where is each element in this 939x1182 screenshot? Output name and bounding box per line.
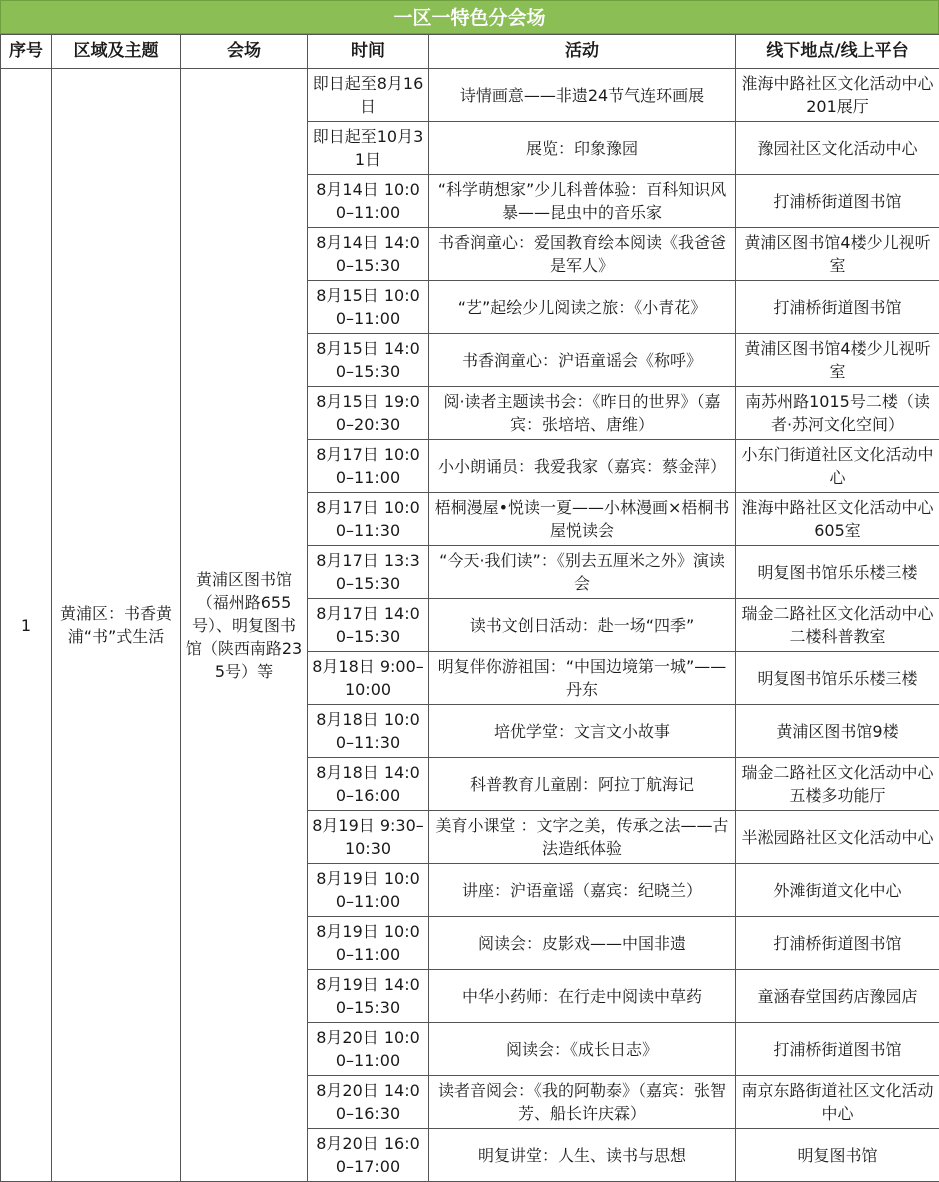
activity-cell: “今天·我们读”：《别去五厘米之外》演读会 (429, 546, 736, 599)
activity-cell: 阅读会：《成长日志》 (429, 1023, 736, 1076)
activity-cell: 小小朗诵员：我爱我家（嘉宾：蔡金萍） (429, 440, 736, 493)
header-row (1, 35, 939, 69)
location-cell: 淮海中路社区文化活动中心201展厅 (736, 69, 939, 122)
location-cell: 打浦桥街道图书馆 (736, 1023, 939, 1076)
header-location: 线下地点/线上平台 (736, 35, 939, 69)
location-cell: 南苏州路1015号二楼（读者·苏河文化空间） (736, 387, 939, 440)
header-venue: 会场 (181, 35, 308, 69)
location-cell: 明复图书馆乐乐楼三楼 (736, 546, 939, 599)
time-cell: 8月20日 14:00–16:30 (308, 1076, 429, 1129)
time-cell: 8月15日 14:00–15:30 (308, 334, 429, 387)
location-cell: 豫园社区文化活动中心 (736, 122, 939, 175)
activity-cell: 读者音阅会：《我的阿勒泰》（嘉宾：张智芳、船长许庆霖） (429, 1076, 736, 1129)
time-cell: 8月19日 10:00–11:00 (308, 864, 429, 917)
time-cell: 8月18日 9:00–10:00 (308, 652, 429, 705)
activity-cell: 培优学堂：文言文小故事 (429, 705, 736, 758)
location-cell: 外滩街道文化中心 (736, 864, 939, 917)
group-seq-cell: 1 (1, 69, 52, 1182)
time-cell: 8月19日 10:00–11:00 (308, 917, 429, 970)
location-cell: 小东门街道社区文化活动中心 (736, 440, 939, 493)
activity-cell: 书香润童心：沪语童谣会《称呼》 (429, 334, 736, 387)
activity-cell: 书香润童心：爱国教育绘本阅读《我爸爸是军人》 (429, 228, 736, 281)
time-cell: 8月20日 16:00–17:00 (308, 1129, 429, 1182)
activity-cell: 梧桐漫屋•悦读一夏——小林漫画×梧桐书屋悦读会 (429, 493, 736, 546)
time-cell: 8月17日 10:00–11:30 (308, 493, 429, 546)
table-row (1, 69, 939, 122)
header-region: 区域及主题 (52, 35, 181, 69)
location-cell: 南京东路街道社区文化活动中心 (736, 1076, 939, 1129)
header-time: 时间 (308, 35, 429, 69)
time-cell: 8月18日 14:00–16:00 (308, 758, 429, 811)
activity-cell: 阅读会：皮影戏——中国非遗 (429, 917, 736, 970)
activity-cell: 中华小药师：在行走中阅读中草药 (429, 970, 736, 1023)
time-cell: 即日起至8月16日 (308, 69, 429, 122)
location-cell: 黄浦区图书馆4楼少儿视听室 (736, 334, 939, 387)
location-cell: 打浦桥街道图书馆 (736, 281, 939, 334)
group-venue-cell: 黄浦区图书馆（福州路655号）、明复图书馆（陕西南路235号）等 (181, 69, 308, 1182)
activity-cell: 读书文创日活动：赴一场“四季” (429, 599, 736, 652)
time-cell: 8月17日 13:30–15:30 (308, 546, 429, 599)
time-cell: 8月14日 10:00–11:00 (308, 175, 429, 228)
time-cell: 8月17日 10:00–11:00 (308, 440, 429, 493)
location-cell: 黄浦区图书馆4楼少儿视听室 (736, 228, 939, 281)
activity-cell: 美育小课堂 ：文字之美，传承之法——古法造纸体验 (429, 811, 736, 864)
time-cell: 8月15日 19:00–20:30 (308, 387, 429, 440)
activity-cell: 讲座：沪语童谣（嘉宾：纪晓兰） (429, 864, 736, 917)
location-cell: 明复图书馆乐乐楼三楼 (736, 652, 939, 705)
time-cell: 8月15日 10:00–11:00 (308, 281, 429, 334)
time-cell: 8月19日 14:00–15:30 (308, 970, 429, 1023)
group-region-cell: 黄浦区：书香黄浦“书”式生活 (52, 69, 181, 1182)
location-cell: 明复图书馆 (736, 1129, 939, 1182)
time-cell: 8月19日 9:30–10:30 (308, 811, 429, 864)
location-cell: 黄浦区图书馆9楼 (736, 705, 939, 758)
time-cell: 8月18日 10:00–11:30 (308, 705, 429, 758)
activity-cell: “艺”起绘少儿阅读之旅：《小青花》 (429, 281, 736, 334)
location-cell: 淮海中路社区文化活动中心605室 (736, 493, 939, 546)
time-cell: 8月20日 10:00–11:00 (308, 1023, 429, 1076)
time-cell: 即日起至10月31日 (308, 122, 429, 175)
activity-cell: “科学萌想家”少儿科普体验：百科知识风暴——昆虫中的音乐家 (429, 175, 736, 228)
time-cell: 8月17日 14:00–15:30 (308, 599, 429, 652)
header-seq: 序号 (1, 35, 52, 69)
time-cell: 8月14日 14:00–15:30 (308, 228, 429, 281)
location-cell: 瑞金二路社区文化活动中心五楼多功能厅 (736, 758, 939, 811)
activity-cell: 明复讲堂：人生、读书与思想 (429, 1129, 736, 1182)
section-banner: 一区一特色分会场 (0, 0, 939, 34)
activity-cell: 展览：印象豫园 (429, 122, 736, 175)
location-cell: 打浦桥街道图书馆 (736, 175, 939, 228)
activity-cell: 诗情画意——非遗24节气连环画展 (429, 69, 736, 122)
location-cell: 半淞园路社区文化活动中心 (736, 811, 939, 864)
location-cell: 童涵春堂国药店豫园店 (736, 970, 939, 1023)
location-cell: 打浦桥街道图书馆 (736, 917, 939, 970)
location-cell: 瑞金二路社区文化活动中心二楼科普教室 (736, 599, 939, 652)
activity-cell: 阅·读者主题读书会：《昨日的世界》（嘉宾：张培培、唐维） (429, 387, 736, 440)
schedule-table (0, 34, 939, 1182)
activity-cell: 科普教育儿童剧：阿拉丁航海记 (429, 758, 736, 811)
activity-cell: 明复伴你游祖国：“中国边境第一城”——丹东 (429, 652, 736, 705)
header-activity: 活动 (429, 35, 736, 69)
